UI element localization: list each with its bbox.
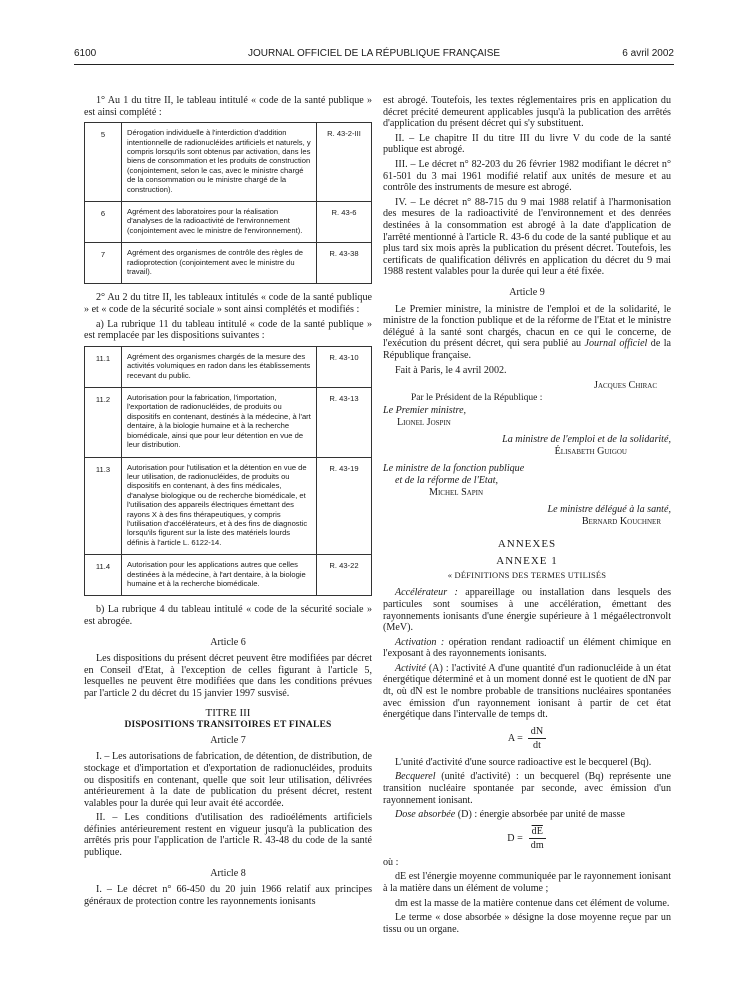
row-number: 11.1: [85, 346, 122, 387]
formula-dose-fraction: [528, 826, 547, 852]
text-becquerel: (unité d'activité) : un becquerel (Bq) représente une transition nucléaire spontanée par seconde, avec émission d'un rayonnement ionisant.: [383, 771, 671, 806]
definition-accelerateur: [383, 587, 671, 633]
formula-dose: [383, 826, 671, 852]
ministre-fonction-publique-name: Michel Sapin: [429, 487, 484, 499]
right-column: [383, 95, 671, 938]
term-becquerel: Becquerel: [395, 771, 436, 783]
term-dose-absorbee: Dose absorbée: [395, 809, 456, 821]
text-accelerateur: appareillage ou installation dans lesquels des particules sont soumises à une accélération, émettant des rayonnements ionisants d'une énergie supérieure à 1 mégaélectronvolt (MeV).: [383, 587, 671, 634]
article-9-text: [383, 304, 671, 362]
formula-activity-lhs: A =: [507, 733, 523, 745]
journal-title: JOURNAL OFFICIEL DE LA RÉPUBLIQUE FRANÇAISE: [247, 48, 501, 59]
signing-place-date: Fait à Paris, le 4 avril 2002.: [395, 365, 507, 377]
row-number: 11.4: [85, 555, 122, 596]
premier-ministre-title: Le Premier ministre,: [383, 404, 467, 416]
de-definition: dE est l'énergie moyenne communiquée par le rayonnement ionisant à la matière dans un élément de volume ;: [383, 871, 671, 894]
par-le-president: Par le Président de la République :: [411, 393, 543, 404]
definition-dose-absorbee: [383, 809, 671, 821]
article-8-paragraph-2: II. – Le chapitre II du titre III du livre V du code de la santé publique est abrogé.: [383, 132, 671, 156]
titre-heading: TITRE III: [205, 706, 251, 719]
row-description: Agrément des laboratoires pour la réalisation d'analyses de la radioactivité de l'environnement (conjointement avec le ministre de l'environnement).: [122, 202, 317, 243]
formula-dose-lhs: D =: [507, 833, 523, 845]
article-7-heading: Article 7: [210, 734, 246, 746]
article-9-text-b: de la République française.: [383, 338, 672, 361]
formula-dose-denominator: dm: [530, 839, 544, 851]
ministre-fonction-publique-title-1: Le ministre de la fonction publique: [383, 462, 525, 474]
term-activite: Activité: [395, 662, 426, 674]
article-8-paragraph-4: IV. – Le décret n° 88-715 du 9 mai 1988 relatif à l'harmonisation des mesures de la radioactivité de l'environnement et des denrées destinées à la consommation est abrogé à la date d'application de l'arrêté mentionné à l'article R. 43-6 du code de la santé publique et au plus tard six mois après la publication du présent décret. Toutefois, les certificats de qualification délivrés en application du décret du 9 mai 1988 restent valables pour la durée qui leur a été fixée.: [383, 196, 671, 278]
ministre-emploi-name: Élisabeth Guigou: [554, 446, 627, 458]
table-row: [85, 123, 372, 202]
article-7-paragraph-2: II. – Les conditions d'utilisation des radioéléments artificiels définies antérieurement restent en vigueur jusqu'à la publication des arrêtés pris pour l'application de l'article R. 43-48 du code de la santé publique.: [84, 812, 372, 859]
row-number: 11.2: [85, 388, 122, 457]
definitions-heading: « DÉFINITIONS DES TERMES UTILISÉS: [447, 569, 607, 580]
page-number: 6100: [74, 48, 97, 59]
row-reference: R. 43-22: [317, 555, 372, 596]
row-description: Dérogation individuelle à l'interdiction d'addition intentionnelle de radionucléides artificiels et naturels, y compris lorsqu'ils sont obtenus par activation, dans les biens de consommation et les produits de construction (conjointement, selon le cas, avec le ministre chargé de la consommation ou le ministre chargé de la construction).: [122, 123, 317, 202]
paragraph-b: b) La rubrique 4 du tableau intitulé « code de la sécurité sociale » est abrogée.: [84, 604, 372, 627]
article-6-text: Les dispositions du présent décret peuvent être modifiées par décret en Conseil d'Etat, à l'exception de celles figurant à l'article 5, lesquelles ne peuvent être modifiées que dans les conditions prévues par l'article 2 du décret du 15 janvier 1997 susvisé.: [84, 653, 372, 699]
text-dose-absorbee: (D) : énergie absorbée par unité de masse: [455, 809, 625, 821]
journal-officiel-italic: Journal officiel: [584, 338, 648, 350]
ministre-emploi-title: La ministre de l'emploi et de la solidarité,: [502, 433, 671, 445]
terme-dose-text: Le terme « dose absorbée » désigne la dose moyenne reçue par un tissu ou un organe.: [383, 912, 671, 935]
definition-activite: [383, 663, 671, 721]
signature-president: Jacques Chirac: [594, 380, 657, 392]
article-8-paragraph-1: I. – Le décret n° 66-450 du 20 juin 1966 relatif aux principes généraux de protection contre les rayonnements ionisants: [84, 884, 372, 907]
ministre-sante-title: Le ministre délégué à la santé,: [547, 503, 671, 515]
row-reference: R. 43-10: [317, 346, 372, 387]
header-rule: [74, 64, 674, 65]
text-activite: (A) : l'activité A d'une quantité d'un radionucléide à un état énergétique déterminé et à un moment donné est le quotient de dN par dt, où dN est le nombre probable de transitions nucléaires spontanées avec émission d'un rayonnement ionisant à partir de cet état énergétique dans l'intervalle de temps dt.: [383, 662, 671, 721]
definition-activation: [383, 637, 671, 660]
row-description: Autorisation pour les applications autres que celles destinées à la médecine, à l'art dentaire, à la biologie humaine et à la recherche biomédicale.: [122, 555, 317, 596]
table-row: [85, 388, 372, 457]
row-reference: R. 43-13: [317, 388, 372, 457]
article-7-paragraph-1: I. – Les autorisations de fabrication, de détention, de distribution, de stockage et d'importation et d'exportation de radionucléides, produits ou dispositifs en contenant, quelle que soit leur utilisation, délivrées antérieurement à la date de publication du présent décret, restent valables pour la durée qui leur avait été accordée.: [84, 751, 372, 809]
ou-label: où :: [383, 856, 399, 868]
term-activation: Activation :: [395, 636, 445, 648]
table-row: [85, 555, 372, 596]
row-reference: R. 43-6: [317, 202, 372, 243]
term-accelerateur: Accélérateur :: [395, 587, 458, 599]
row-number: 11.3: [85, 457, 122, 555]
ministre-sante-name: Bernard Kouchner: [581, 516, 661, 528]
annexes-heading: ANNEXES: [497, 537, 557, 550]
article-8-paragraph-3: III. – Le décret n° 82-203 du 26 février 1982 modifiant le décret n° 61-501 du 3 mai 1961 modifié relatif aux unités de mesure et au contrôle des instruments de mesure est abrogé.: [383, 158, 671, 194]
row-description: Autorisation pour l'utilisation et la détention en vue de leur utilisation, de radionucléides, de produits ou dispositifs en contenant, à des fins médicales, d'analyse biologique ou de recherche biomédicale, et l'utilisation des appareils électriques émettant des rayons X à des fins thérapeutiques, y compris l'utilisation d'accélérateurs, et à des fins de diagnostic lorsqu'ils figurent sur la liste des matériels lourds définis à l'article L. 6122-14.: [122, 457, 317, 555]
row-number: 6: [85, 202, 122, 243]
text-activation: opération rendant radioactif un élément chimique en l'exposant à des rayonnements ionisants.: [383, 636, 671, 660]
article-9-text-a: Le Premier ministre, la ministre de l'emploi et de la solidarité, le ministre de la fonction publique et de la réforme de l'Etat et le ministre délégué à la santé sont chargés, chacun en ce qui le concerne, de l'exécution du présent décret, qui sera publié au: [383, 303, 671, 350]
table-row: [85, 243, 372, 284]
definition-becquerel: [383, 771, 671, 806]
formula-activity-fraction: [528, 726, 546, 752]
unit-activity-text: L'unité d'activité d'une source radioactive est le becquerel (Bq).: [395, 756, 652, 768]
article-6-heading: Article 6: [210, 636, 246, 648]
row-number: 5: [85, 123, 122, 202]
article-9-heading: Article 9: [509, 286, 545, 298]
page-header: [74, 48, 674, 62]
table-sante-publique-1: [84, 122, 372, 284]
intro-paragraph-1: 1° Au 1 du titre II, le tableau intitulé « code de la santé publique » est ainsi complété :: [84, 95, 372, 118]
row-description: Agrément des organismes chargés de la mesure des activités volumiques en radon dans les établissements recevant du public.: [122, 346, 317, 387]
formula-activity: [383, 726, 671, 752]
table-row: [85, 202, 372, 243]
row-number: 7: [85, 243, 122, 284]
annexe-1-heading: ANNEXE 1: [496, 555, 558, 568]
table-row: [85, 457, 372, 555]
table-row: [85, 346, 372, 387]
row-description: Autorisation pour la fabrication, l'importation, l'exportation de radionucléides, de produits ou dispositifs en contenant, destinés à la médecine, à l'art dentaire, à la biologie humaine et à la recherche biomédicale, ainsi que pour leur détention en vue de leur distribution.: [122, 388, 317, 457]
row-reference: R. 43-19: [317, 457, 372, 555]
row-reference: R. 43-2-III: [317, 123, 372, 202]
publication-date: 6 avril 2002: [622, 48, 674, 59]
ministre-fonction-publique-title-2: et de la réforme de l'Etat,: [395, 474, 499, 486]
row-reference: R. 43-38: [317, 243, 372, 284]
intro-paragraph-2a: a) La rubrique 11 du tableau intitulé « code de la santé publique » est remplacée par les dispositions suivantes :: [84, 318, 372, 342]
formula-activity-denominator: dt: [533, 739, 541, 751]
dm-definition: dm est la masse de la matière contenue dans cet élément de volume.: [395, 897, 670, 909]
formula-activity-numerator: dN: [528, 726, 546, 739]
row-description: Agrément des organismes de contrôle des règles de radioprotection (conjointement avec le ministre du travail).: [122, 243, 317, 284]
intro-paragraph-2: 2° Au 2 du titre II, les tableaux intitulés « code de la santé publique » et « code de la sécurité sociale » sont ainsi complétés et modifiés :: [84, 292, 372, 316]
titre-name: DISPOSITIONS TRANSITOIRES ET FINALES: [124, 720, 332, 731]
article-8-heading: Article 8: [210, 867, 246, 879]
formula-dose-numerator: $\overline{dE}$: [529, 826, 546, 839]
article-8-continuation: est abrogé. Toutefois, les textes réglementaires pris en application du décret précité demeurent applicables jusqu'à la publication des arrêtés d'application du présent décret qui s'y substituent.: [383, 95, 671, 130]
table-sante-publique-2: [84, 346, 372, 597]
premier-ministre-name: Lionel Jospin: [397, 417, 451, 429]
left-column: [84, 95, 372, 910]
